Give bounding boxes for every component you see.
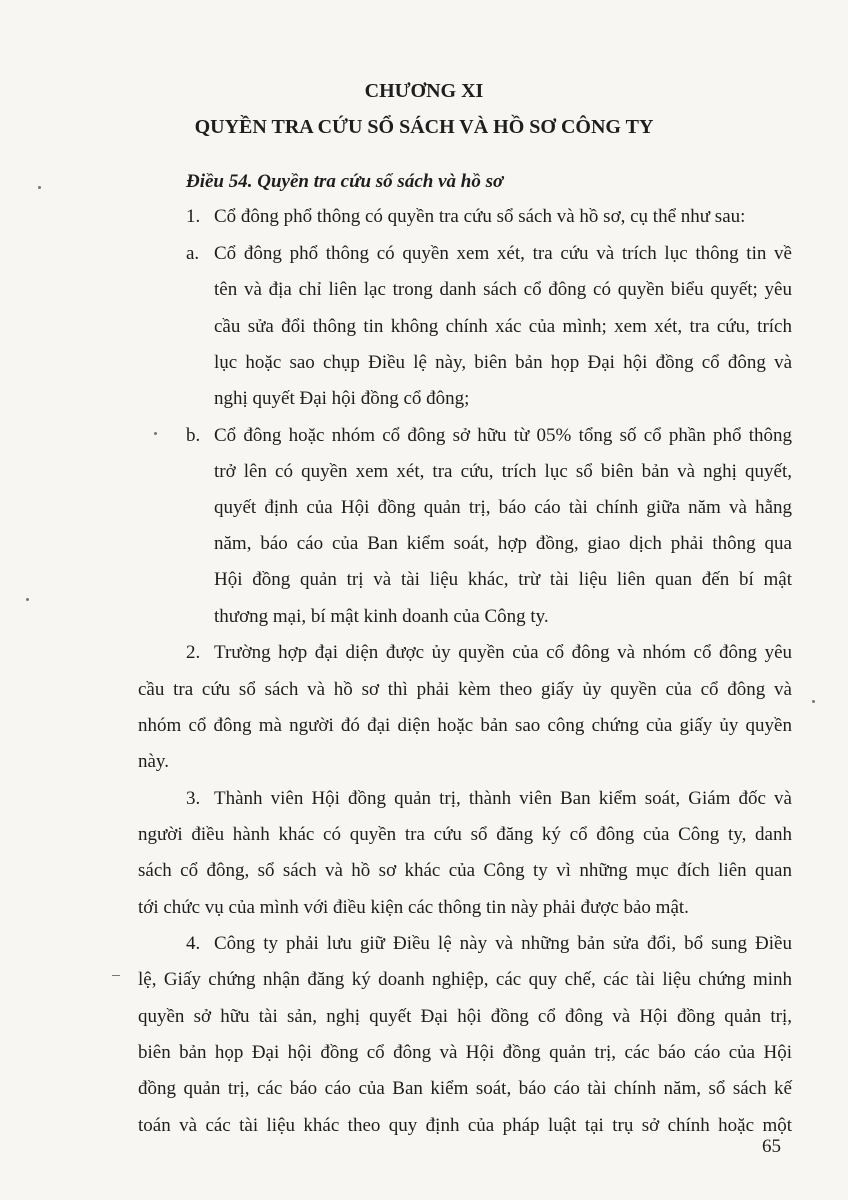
item-4-marker: 4. xyxy=(186,933,201,954)
item-3-line: người điều hành khác có quyền tra cứu sổ đăng ký cổ đông của Công ty, danh xyxy=(138,824,792,845)
scan-speck xyxy=(154,432,157,435)
item-b-line: năm, báo cáo của Ban kiểm soát, hợp đồng, giao dịch phải thông qua xyxy=(214,533,792,554)
item-2-line: này. xyxy=(138,751,169,772)
scan-speck xyxy=(112,975,120,976)
item-3-line: sách cổ đông, sổ sách và hồ sơ khác của Công ty vì những mục đích liên quan xyxy=(138,860,792,881)
item-a-marker: a. xyxy=(186,243,200,264)
item-4-line: Công ty phải lưu giữ Điều lệ này và những bản sửa đổi, bổ sung Điều xyxy=(214,933,792,954)
item-4-line: toán và các tài liệu khác theo quy định của pháp luật tại trụ sở chính hoặc một xyxy=(138,1115,792,1136)
item-4-line: lệ, Giấy chứng nhận đăng ký doanh nghiệp, các quy chế, các tài liệu chứng minh xyxy=(138,969,792,990)
item-3-line: tới chức vụ của mình với điều kiện các thông tin này phải được bảo mật. xyxy=(138,897,689,918)
item-a-line: lục hoặc sao chụp Điều lệ này, biên bản họp Đại hội đồng cổ đông và xyxy=(214,352,792,373)
item-3-line: Thành viên Hội đồng quản trị, thành viên Ban kiểm soát, Giám đốc và xyxy=(214,788,792,809)
item-a-line: nghị quyết Đại hội đồng cổ đông; xyxy=(214,388,470,409)
item-b-marker: b. xyxy=(186,425,201,446)
page-number: 65 xyxy=(762,1136,781,1157)
chapter-title: QUYỀN TRA CỨU SỔ SÁCH VÀ HỒ SƠ CÔNG TY xyxy=(194,116,654,138)
item-1-marker: 1. xyxy=(186,206,201,227)
scan-speck xyxy=(812,700,815,703)
item-a-line: cầu sửa đổi thông tin không chính xác của mình; xem xét, tra cứu, trích xyxy=(214,316,792,337)
item-4-line: biên bản họp Đại hội đồng cổ đông và Hội đồng quản trị, các báo cáo của Hội xyxy=(138,1042,792,1063)
item-b-line: thương mại, bí mật kinh doanh của Công ty. xyxy=(214,606,549,627)
item-4-line: quyền sở hữu tài sản, nghị quyết Đại hội đồng cổ đông và Hội đồng quản trị, xyxy=(138,1006,792,1027)
item-a-line: Cổ đông phổ thông có quyền xem xét, tra cứu và trích lục thông tin về xyxy=(214,243,792,264)
item-2-line: nhóm cổ đông mà người đó đại diện hoặc bản sao công chứng của giấy ủy quyền xyxy=(138,715,792,736)
scan-speck xyxy=(26,598,29,601)
item-b-line: quyết định của Hội đồng quản trị, báo cáo tài chính giữa năm và hằng xyxy=(214,497,792,518)
item-2-line: Trường hợp đại diện được ủy quyền của cổ đông và nhóm cổ đông yêu xyxy=(214,642,792,663)
chapter-heading: CHƯƠNG XI xyxy=(364,80,484,102)
item-2-marker: 2. xyxy=(186,642,201,663)
item-b-line: Hội đồng quản trị và tài liệu khác, trừ tài liệu liên quan đến bí mật xyxy=(214,569,792,590)
item-a-line: tên và địa chỉ liên lạc trong danh sách cổ đông có quyền biểu quyết; yêu xyxy=(214,279,792,300)
item-2-line: cầu tra cứu sổ sách và hồ sơ thì phải kèm theo giấy ủy quyền của cổ đông và xyxy=(138,679,792,700)
item-b-line: Cổ đông hoặc nhóm cổ đông sở hữu từ 05% tổng số cổ phần phổ thông xyxy=(214,425,792,446)
item-4-line: đồng quản trị, các báo cáo của Ban kiểm soát, báo cáo tài chính năm, sổ sách kế xyxy=(138,1078,792,1099)
item-1-text: Cổ đông phổ thông có quyền tra cứu sổ sách và hồ sơ, cụ thể như sau: xyxy=(214,206,746,227)
article-title: Điều 54. Quyền tra cứu sổ sách và hồ sơ xyxy=(186,171,504,192)
item-3-marker: 3. xyxy=(186,788,201,809)
item-b-line: trở lên có quyền xem xét, tra cứu, trích lục sổ biên bản và nghị quyết, xyxy=(214,461,792,482)
scan-speck xyxy=(38,186,41,189)
